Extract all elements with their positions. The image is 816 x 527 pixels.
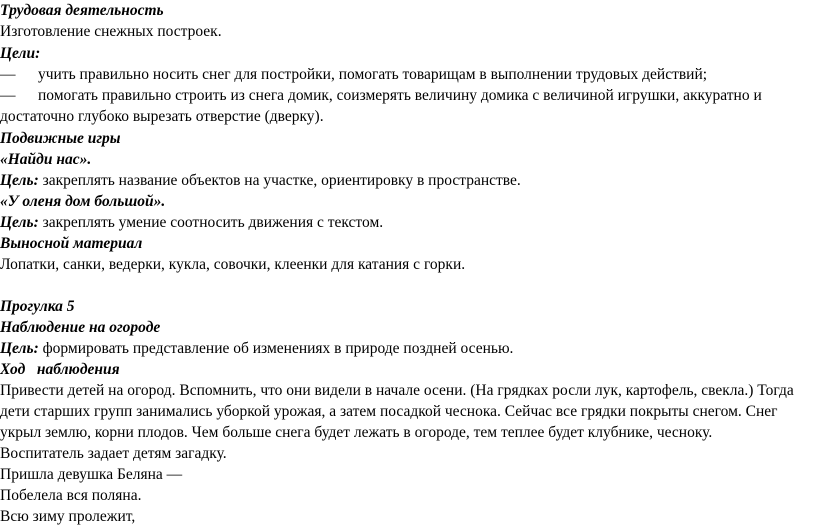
walk-goal-label: Цель: [0, 340, 39, 357]
paragraph-line-1: Привести детей на огород. Вспомнить, что они видели в начале осени. (На грядках росли лук, картофель, свекла.) Тогда [0, 382, 794, 399]
riddle-line-3: Всю зиму пролежит, [0, 508, 136, 525]
walk-subheading: Наблюдение на огороде [0, 319, 161, 336]
game-2-goal-label: Цель: [0, 214, 39, 231]
game-1-goal-text: закреплять название объектов на участке, ориентировку в пространстве. [38, 172, 521, 189]
goal-item-1 [0, 64, 707, 85]
walk-goal [0, 338, 513, 359]
paragraph-line-2: дети старших групп занимались уборкой урожая, а затем посадкой чеснока. Сейчас все грядки покрыты снегом. Снег [0, 403, 778, 420]
goal-text-2: помогать правильно строить из снега домик, соизмерять величину домика с величиной игрушки, аккуратно и [38, 87, 762, 104]
work-heading: Трудовая деятельность [0, 2, 164, 19]
goal-dash: — [0, 87, 16, 104]
riddle-line-1: Пришла девушка Беляна — [0, 466, 183, 483]
riddle-intro: Воспитатель задает детям загадку. [0, 445, 227, 462]
walk-heading: Прогулка 5 [0, 298, 75, 315]
course-heading: Ход наблюдения [0, 361, 120, 378]
goal-item-2 [0, 85, 762, 106]
goal-text-1: учить правильно носить снег для постройки, помогать товарищам в выполнении трудовых действий; [38, 66, 708, 83]
games-heading: Подвижные игры [0, 130, 121, 147]
goal-dash: — [0, 66, 16, 83]
game-2-goal-text: закреплять умение соотносить движения с текстом. [38, 214, 384, 231]
game-2-title: «У оленя дом большой». [0, 193, 166, 210]
paragraph-line-3: укрыл землю, корни плодов. Чем больше снега будет лежать в огороде, тем теплее будет клубнике, чесноку. [0, 424, 713, 441]
game-1-title: «Найди нас». [0, 151, 92, 168]
work-text: Изготовление снежных построек. [0, 23, 222, 40]
game-1-goal [0, 170, 521, 191]
goal-text-2-cont: достаточно глубоко вырезать отверстие (дверку). [0, 108, 324, 125]
material-heading: Выносной материал [0, 235, 143, 252]
walk-goal-text: формировать представление об изменениях в природе поздней осенью. [38, 340, 514, 357]
riddle-line-2: Побелела вся поляна. [0, 487, 142, 504]
game-1-goal-label: Цель: [0, 172, 39, 189]
material-text: Лопатки, санки, ведерки, кукла, совочки, клеенки для катания с горки. [0, 256, 466, 273]
goals-label: Цели: [0, 45, 41, 62]
game-2-goal [0, 212, 383, 233]
